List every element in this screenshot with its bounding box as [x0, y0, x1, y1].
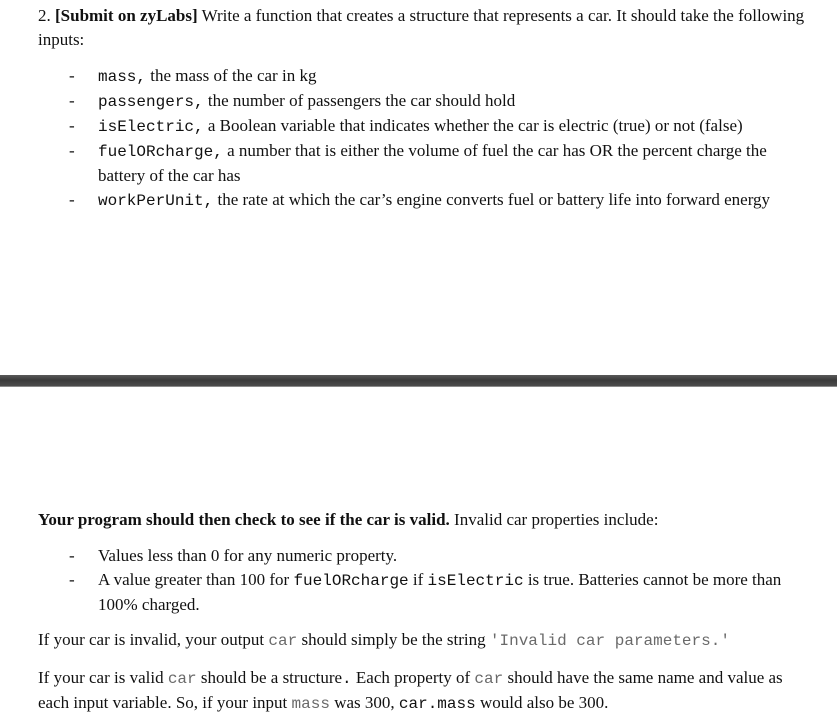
question-number: 2. — [38, 6, 51, 25]
invalid-item-text: Values less than 0 for any numeric property. — [98, 546, 398, 565]
input-desc: a Boolean variable that indicates whether the car is electric (true) or not (false) — [207, 116, 743, 135]
paragraph-text: If your car is invalid, your output — [38, 630, 265, 649]
validity-check-text: Invalid car properties include: — [454, 510, 659, 529]
input-name: fuelORcharge, — [98, 143, 223, 161]
input-item — [0, 139, 818, 188]
input-name: isElectric, — [98, 118, 204, 136]
invalid-list — [0, 544, 837, 617]
document-page-2 — [0, 386, 837, 727]
invalid-item — [0, 544, 818, 568]
paragraph-text: should be a structure — [200, 668, 343, 687]
input-desc: the rate at which the car’s engine converts fuel or battery life into forward energy — [217, 190, 771, 209]
input-item — [0, 188, 818, 213]
input-item — [0, 89, 818, 114]
question-text: Write a function that creates a structure that represents a car. It should take the following inputs: — [38, 6, 805, 49]
code-invalid-string: 'Invalid car parameters.' — [489, 632, 730, 650]
input-desc: a number that is either the volume of fuel the car has OR the percent charge the battery of the car has — [98, 141, 767, 185]
code-car: car — [474, 670, 504, 688]
input-desc: the mass of the car in kg — [150, 66, 317, 85]
paragraph-text: was 300, — [334, 693, 395, 712]
invalid-output-paragraph — [38, 628, 818, 653]
code-dot: . — [342, 670, 352, 688]
input-list — [0, 64, 837, 213]
input-item — [0, 114, 818, 139]
code-car: car — [268, 632, 298, 650]
invalid-item — [0, 568, 818, 617]
input-desc: the number of passengers the car should hold — [207, 91, 516, 110]
invalid-item-text: is true. Batteries cannot be more than 100% charged. — [98, 570, 782, 614]
code-fuelorcharge: fuelORcharge — [293, 572, 409, 590]
paragraph-text: should have the same name and value as each input variable. So, if your input — [38, 668, 783, 712]
paragraph-text: should simply be the string — [301, 630, 486, 649]
input-name: passengers, — [98, 93, 204, 111]
input-name: mass, — [98, 68, 147, 86]
invalid-item-text: if — [412, 570, 424, 589]
code-car: car — [167, 670, 197, 688]
code-iselectric: isElectric — [427, 572, 524, 590]
input-name: workPerUnit, — [98, 192, 214, 210]
code-car-mass: car.mass — [398, 695, 476, 713]
paragraph-text: If your car is valid — [38, 668, 164, 687]
submit-tag: [Submit on zyLabs] — [55, 6, 198, 25]
validity-check-bold: Your program should then check to see if the car is valid. — [38, 510, 450, 529]
paragraph-text: would also be 300. — [479, 693, 609, 712]
input-item — [0, 64, 818, 89]
valid-output-paragraph — [38, 666, 818, 716]
invalid-item-text: A value greater than 100 for — [98, 570, 290, 589]
question-intro — [38, 4, 818, 52]
code-mass: mass — [291, 695, 330, 713]
paragraph-text: Each property of — [355, 668, 471, 687]
validity-check-heading — [38, 508, 818, 532]
